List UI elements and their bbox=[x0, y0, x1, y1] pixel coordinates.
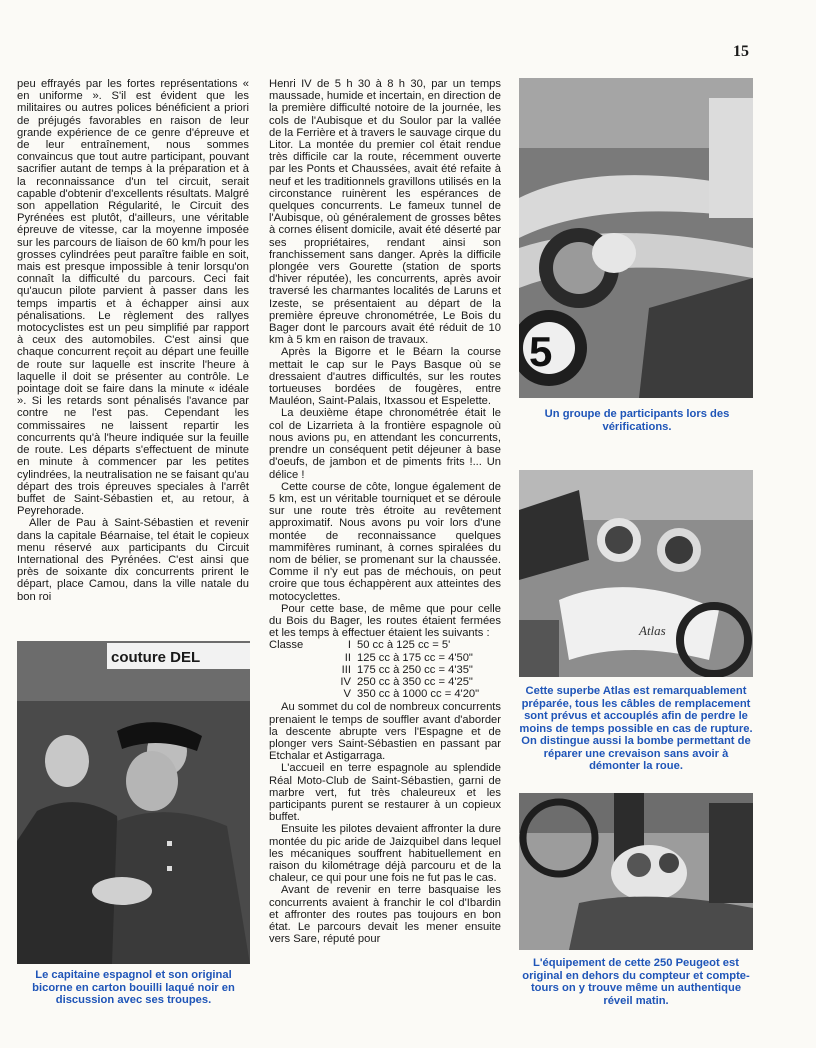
paragraph: L'accueil en terre espagnole au splendide Réal Moto-Club de Saint-Sébastien, garni de marbre vert, fut très chaleureux et les participants purent se restaurer à un copieux buffet. bbox=[269, 762, 501, 824]
caption-atlas: Cette superbe Atlas est remarquablement préparée, tous les câbles de remplacement sont prévus et accouplés afin de perdre le moins de temps possible en cas de rupture. On distingue aussi la bombe permettant de réparer une crevaison sans avoir à démonter la roue. bbox=[519, 685, 753, 772]
shop-sign-text: couture DEL bbox=[111, 649, 201, 666]
class-row bbox=[269, 676, 501, 688]
paragraph: Cette course de côte, longue également de 5 km, est un véritable tourniquet et se déroule sur une route très étroite au revêtement approximatif. Nous avons pu voir lors d'une montée de reconnaissance quelques mammifères ruminant, à cornes spiralées du nom de bélier, se promenant sur la chaussée. Comme il n'y eut pas de méchouis, on peut croire que tous échappèrent aux atteintes des motocyclettes. bbox=[269, 480, 501, 603]
article-column-2 bbox=[269, 78, 501, 945]
verification-photo bbox=[519, 78, 753, 398]
class-row bbox=[269, 688, 501, 700]
article-column-1 bbox=[17, 78, 249, 603]
race-number: 5 bbox=[529, 328, 553, 375]
class-number: IV bbox=[340, 675, 351, 688]
paragraph: La deuxième étape chronométrée était le col de Lizarrieta à la frontière espagnole où nous avions pu, en attendant les concurrents, prendre un conséquent petit déjeuner à base d'oeufs, de jambon et de piments frits !... Un délice ! bbox=[269, 407, 501, 481]
captain-photo bbox=[17, 641, 250, 964]
paragraph: Aller de Pau à Saint-Sébastien et revenir dans la capitale Béarnaise, tel était le copieux menu réservé aux participants du Circuit International des Pyrénées. C'est ainsi que près de soixante dix concurrents prirent le départ, place Camou, dans la ville natale du bon roi bbox=[17, 517, 249, 603]
class-number: II bbox=[344, 651, 351, 664]
class-range: 125 cc à 175 cc = 4'50" bbox=[357, 651, 473, 664]
class-row bbox=[269, 639, 501, 651]
atlas-photo bbox=[519, 470, 753, 677]
class-label: Classe bbox=[269, 639, 304, 652]
caption-verification: Un groupe de participants lors des vérifications. bbox=[544, 408, 730, 433]
paragraph: Ensuite les pilotes devaient affronter la dure montée du pic aride de Jaizquibel dans lequel les mécaniques souffrent habituellement en raison du kilométrage déjà parcouru et de la chaleur, ce qui pour une fois ne fut pas le cas. bbox=[269, 823, 501, 885]
paragraph: peu effrayés par les fortes représentations « en uniforme ». S'il est évident que les militaires ou autres polices bénéficient a priori de préjugés favorables en raison de leur grande expérience de ce genre d'épreuve et de leur entraînement, nous sommes convaincus que tout autre participant, pouvant sacrifier autant de temps à la préparation et à la reconnaissance d'un tel circuit, serait capable d'obtenir d'excellents résultats. Malgré son appellation Régularité, le Circuit des Pyrénées est plutôt, d'ailleurs, une véritable épreuve de vitesse, car la moyenne imposée sur les parcours de liaison de 60 km/h pour les grosses cylindrées peut paraître faible en soit, mais est presque impossible à tenir lorsqu'on connaît la difficulté du parcours. Ceci fait qu'aucun pilote parvient à passer dans les temps impartis et à échapper ainsi aux pénalisations. Le règlement des rallyes motocyclistes est un peu simplifié par rapport à ceux des automobiles. C'est ainsi que chaque concurrent reçoit au départ une feuille de route sur laquelle est inscrite l'heure à laquelle il doit se présenter au contrôle. Le pointage doit se faire dans la minute « idéale ». Si les retards sont pénalisés l'avance par contre ne l'est pas. Cependant les commissaires ne laissent repartir les concurrents qu'à l'heure indiquée sur la feuille de route. Les départs s'effectuent de minute en minute à commencer par les petites cylindrées, la neutralisation ne se faisant qu'au départ des trois épreuves speciales à l'arrêt buffet de Saint-Sébastien et, au retour, à Peyrehorade. bbox=[17, 78, 249, 518]
paragraph: Au sommet du col de nombreux concurrents prenaient le temps de souffler avant d'aborder la descente abrupte vers l'Espagne et de plonger vers Saint-Sébastien en passant par Etchalar et Astigarraga. bbox=[269, 701, 501, 763]
class-row bbox=[269, 664, 501, 676]
class-row bbox=[269, 652, 501, 664]
peugeot-photo bbox=[519, 793, 753, 950]
atlas-logo-text: Atlas bbox=[639, 623, 666, 638]
class-range: 350 cc à 1000 cc = 4'20" bbox=[357, 688, 480, 701]
paragraph: Pour cette base, de même que pour celle du Bois du Bager, les routes étaient fermées et les temps à effectuer étaient les suivants : bbox=[269, 602, 501, 640]
class-range: 250 cc à 350 cc = 4'25" bbox=[357, 675, 473, 688]
class-times-table bbox=[269, 639, 501, 700]
paragraph: Henri IV de 5 h 30 à 8 h 30, par un temps maussade, humide et incertain, en direction de la première difficulté notoire de la journée, les cols de l'Aubisque et du Soulor par la vallée de la Ferrière et à travers le sauvage cirque du Litor. La montée du premier col était rendue très difficile car la route, récemment ouverte par les Ponts et Chaussées, avait été refaite à neuf et les traditionnels gravillons utilisés en la circonstance ruinèrent les espérances de quelques concurrents. Le fameux tunnel de l'Aubisque, où généralement de grosses bêtes à cornes élisent domicile, avait été déserté par ses propriétaires, rendant ainsi son franchissement sans danger. Après la difficile plongée vers Gourette (station de sports d'hiver réputée), les concurrents, après avoir traversé les charmantes localités de Laruns et Izeste, se présentaient au départ de la première épreuve chronométrée, Le Bois du Bager dont le parcours avait été réduit de 10 km à 5 km en raison de travaux. bbox=[269, 78, 501, 347]
class-number: III bbox=[341, 663, 351, 676]
class-range: 50 cc à 125 cc = 5' bbox=[357, 639, 451, 652]
paragraph: Avant de revenir en terre basquaise les concurrents avaient à franchir le col d'Ibardin et affronter des routes pas toujours en bon état. Le parcours devait les mener ensuite vers Sare, réputé pour bbox=[269, 884, 501, 946]
caption-peugeot: L'équipement de cette 250 Peugeot est original en dehors du compteur et compte-tours on y trouve même un authentique réveil matin. bbox=[522, 957, 750, 1007]
caption-captain: Le capitaine espagnol et son original bicorne en carton bouilli laqué noir en discussion avec ses troupes. bbox=[32, 969, 235, 1006]
class-number: V bbox=[343, 688, 351, 701]
page-number: 15 bbox=[733, 43, 749, 60]
class-range: 175 cc à 250 cc = 4'35" bbox=[357, 663, 473, 676]
class-number: I bbox=[347, 639, 351, 652]
paragraph: Après la Bigorre et le Béarn la course mettait le cap sur le Pays Basque où se dressaient d'autres difficultés, sur les routes tortueuses bordées de fougères, entre Mauléon, Saint-Palais, Itxassou et Espelette. bbox=[269, 346, 501, 408]
